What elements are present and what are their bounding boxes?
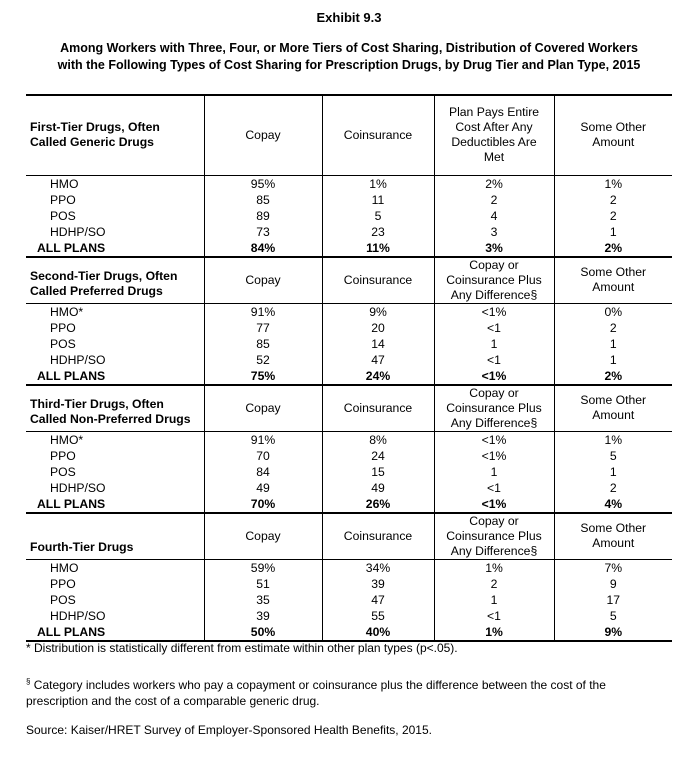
col-header-copay-or-coinsurance-line: Any Difference§ (450, 415, 538, 430)
coinsurance-cell: 15 (322, 464, 434, 480)
other-amount-cell: 1 (554, 352, 672, 368)
section-title (26, 513, 204, 560)
table-row (26, 175, 672, 192)
plan-cell: ALL PLANS (26, 624, 204, 641)
third-col-cell: 1 (434, 336, 554, 352)
plan-cell: HDHP/SO (50, 224, 106, 239)
coinsurance-cell: 47 (322, 592, 434, 608)
col-header-other (554, 95, 672, 175)
other-amount-cell: 9 (554, 576, 672, 592)
third-col-cell: <1% (434, 496, 554, 513)
col-header-copay-or-coinsurance-line: Any Difference§ (450, 543, 538, 558)
col-header-copay-or-coinsurance (434, 513, 554, 560)
third-col-cell: <1% (434, 368, 554, 385)
col-header-other-line: Some Other (580, 393, 647, 407)
coinsurance-cell: 14 (322, 336, 434, 352)
third-col-cell: 1% (434, 624, 554, 641)
col-header-other-line: Amount (592, 280, 635, 294)
table-row (26, 208, 672, 224)
col-header-other-line: Amount (592, 536, 635, 550)
table-row (26, 464, 672, 480)
section-title (26, 257, 204, 304)
coinsurance-cell: 40% (322, 624, 434, 641)
plan-cell: HDHP/SO (50, 608, 106, 623)
third-col-cell: 2% (434, 175, 554, 192)
third-col-cell: <1 (434, 352, 554, 368)
section-title-line-2: Called Preferred Drugs (30, 283, 163, 298)
table-row (26, 320, 672, 336)
coinsurance-cell: 5 (322, 208, 434, 224)
plan-cell: POS (50, 592, 76, 607)
coinsurance-cell: 1% (322, 175, 434, 192)
coinsurance-cell: 24% (322, 368, 434, 385)
col-header-copay-or-coinsurance-line: Copay or (469, 513, 519, 528)
footnote-section (26, 674, 666, 709)
coinsurance-cell: 49 (322, 480, 434, 496)
plan-cell: ALL PLANS (26, 368, 204, 385)
col-header-plan-pays-line: Deductibles Are (451, 135, 537, 150)
copay-cell: 35 (204, 592, 322, 608)
copay-cell: 51 (204, 576, 322, 592)
section-header-row (26, 257, 672, 304)
table-row (26, 303, 672, 320)
section-title (26, 95, 204, 175)
footnote-section-line-2: prescription and the cost of a comparable generic drug. (26, 694, 320, 708)
third-col-cell: 3 (434, 224, 554, 240)
third-col-cell: 3% (434, 240, 554, 257)
other-amount-cell: 1% (554, 175, 672, 192)
copay-cell: 84% (204, 240, 322, 257)
col-header-plan-pays-line: Cost After Any (455, 120, 533, 135)
col-header-coinsurance: Coinsurance (322, 513, 434, 560)
coinsurance-cell: 47 (322, 352, 434, 368)
col-header-copay: Copay (204, 95, 322, 175)
table-row (26, 336, 672, 352)
table-row (26, 576, 672, 592)
section-title-line-2: Called Non-Preferred Drugs (30, 411, 191, 426)
exhibit-label: Exhibit 9.3 (316, 10, 382, 25)
table-row (26, 224, 672, 240)
col-header-plan-pays-line: Plan Pays Entire (448, 105, 540, 120)
table-row (26, 448, 672, 464)
plan-cell: POS (50, 336, 76, 351)
other-amount-cell: 7% (554, 559, 672, 576)
col-header-copay-or-coinsurance-line: Any Difference§ (450, 287, 538, 302)
col-header-copay-or-coinsurance-line: Coinsurance Plus (446, 272, 542, 287)
copay-cell: 50% (204, 624, 322, 641)
section-title-line-1: Fourth-Tier Drugs (30, 539, 134, 554)
col-header-copay-or-coinsurance (434, 257, 554, 304)
table-row (26, 480, 672, 496)
coinsurance-cell: 9% (322, 303, 434, 320)
other-amount-cell: 2% (554, 240, 672, 257)
section-title (26, 385, 204, 432)
section-mark: § (26, 677, 31, 686)
third-col-cell: 1% (434, 559, 554, 576)
third-col-cell: <1% (434, 303, 554, 320)
copay-cell: 73 (204, 224, 322, 240)
third-col-cell: <1 (434, 320, 554, 336)
col-header-copay: Copay (204, 257, 322, 304)
copay-cell: 70% (204, 496, 322, 513)
copay-cell: 89 (204, 208, 322, 224)
col-header-other (554, 513, 672, 560)
col-header-copay-or-coinsurance-line: Coinsurance Plus (446, 400, 542, 415)
col-header-other-line: Some Other (580, 521, 647, 535)
col-header-other-line: Amount (592, 408, 635, 422)
col-header-other-line: Amount (592, 135, 635, 150)
col-header-coinsurance: Coinsurance (322, 257, 434, 304)
col-header-other-line: Some Other (580, 120, 647, 135)
third-col-cell: <1 (434, 608, 554, 624)
all-plans-row (26, 624, 672, 641)
col-header-copay: Copay (204, 513, 322, 560)
third-col-cell: 1 (434, 464, 554, 480)
exhibit-title (22, 40, 676, 74)
col-header-plan-pays-line: Met (483, 150, 505, 165)
other-amount-cell: 2 (554, 208, 672, 224)
other-amount-cell: 2% (554, 368, 672, 385)
other-amount-cell: 2 (554, 192, 672, 208)
section-title-line-2: Called Generic Drugs (30, 135, 154, 150)
other-amount-cell: 5 (554, 448, 672, 464)
other-amount-cell: 2 (554, 320, 672, 336)
table-row (26, 608, 672, 624)
third-col-cell: 4 (434, 208, 554, 224)
plan-cell: HMO* (50, 304, 84, 319)
table-row (26, 592, 672, 608)
plan-cell: PPO (50, 320, 76, 335)
other-amount-cell: 1 (554, 224, 672, 240)
other-amount-cell: 9% (554, 624, 672, 641)
plan-cell: POS (50, 208, 76, 223)
section-header-row (26, 513, 672, 560)
col-header-copay-or-coinsurance-line: Copay or (469, 257, 519, 272)
plan-cell: ALL PLANS (26, 496, 204, 513)
other-amount-cell: 1 (554, 336, 672, 352)
all-plans-row (26, 240, 672, 257)
table-row (26, 192, 672, 208)
plan-cell: HDHP/SO (50, 480, 106, 495)
plan-cell: POS (50, 464, 76, 479)
coinsurance-cell: 20 (322, 320, 434, 336)
coinsurance-cell: 34% (322, 559, 434, 576)
coinsurance-cell: 26% (322, 496, 434, 513)
col-header-copay: Copay (204, 385, 322, 432)
copay-cell: 75% (204, 368, 322, 385)
col-header-coinsurance: Coinsurance (322, 95, 434, 175)
copay-cell: 91% (204, 431, 322, 448)
plan-cell: PPO (50, 192, 76, 207)
third-col-cell: <1% (434, 431, 554, 448)
other-amount-cell: 5 (554, 608, 672, 624)
other-amount-cell: 1 (554, 464, 672, 480)
section-title-line-1: First-Tier Drugs, Often (30, 120, 160, 135)
other-amount-cell: 4% (554, 496, 672, 513)
col-header-other (554, 257, 672, 304)
col-header-coinsurance: Coinsurance (322, 385, 434, 432)
copay-cell: 91% (204, 303, 322, 320)
col-header-copay-or-coinsurance-line: Copay or (469, 385, 519, 400)
plan-cell: PPO (50, 448, 76, 463)
source-note: Source: Kaiser/HRET Survey of Employer-Sponsored Health Benefits, 2015. (26, 723, 432, 737)
copay-cell: 84 (204, 464, 322, 480)
all-plans-row (26, 368, 672, 385)
plan-cell: PPO (50, 576, 76, 591)
section-header-row (26, 385, 672, 432)
coinsurance-cell: 23 (322, 224, 434, 240)
other-amount-cell: 0% (554, 303, 672, 320)
section-title-line-1: Second-Tier Drugs, Often (30, 268, 178, 283)
plan-cell: HMO (50, 176, 79, 191)
coinsurance-cell: 11% (322, 240, 434, 257)
copay-cell: 49 (204, 480, 322, 496)
third-col-cell: 2 (434, 576, 554, 592)
other-amount-cell: 17 (554, 592, 672, 608)
col-header-copay-or-coinsurance (434, 385, 554, 432)
cost-sharing-table (26, 94, 672, 642)
footnote-section-line-1 (26, 674, 666, 693)
plan-cell: ALL PLANS (26, 240, 204, 257)
copay-cell: 85 (204, 192, 322, 208)
third-col-cell: <1 (434, 480, 554, 496)
all-plans-row (26, 496, 672, 513)
coinsurance-cell: 55 (322, 608, 434, 624)
copay-cell: 39 (204, 608, 322, 624)
table-row (26, 431, 672, 448)
title-line-1: Among Workers with Three, Four, or More Tiers of Cost Sharing, Distribution of Covered Workers (60, 41, 638, 55)
footnote-section-text-1: Category includes workers who pay a copayment or coinsurance plus the difference between the cost of the (33, 678, 606, 692)
plan-cell: HDHP/SO (50, 352, 106, 367)
plan-cell: HMO (50, 560, 79, 575)
section-header-row (26, 95, 672, 175)
col-header-other (554, 385, 672, 432)
third-col-cell: 1 (434, 592, 554, 608)
copay-cell: 59% (204, 559, 322, 576)
third-col-cell: 2 (434, 192, 554, 208)
title-line-2: with the Following Types of Cost Sharing for Prescription Drugs, by Drug Tier and Plan Type, 2015 (57, 58, 641, 72)
copay-cell: 70 (204, 448, 322, 464)
other-amount-cell: 1% (554, 431, 672, 448)
col-header-copay-or-coinsurance-line: Coinsurance Plus (446, 528, 542, 543)
section-title-line-1: Third-Tier Drugs, Often (30, 396, 164, 411)
footnote-asterisk: * Distribution is statistically different from estimate within other plan types (p<.05). (26, 641, 458, 655)
copay-cell: 77 (204, 320, 322, 336)
plan-cell: HMO* (50, 432, 84, 447)
coinsurance-cell: 24 (322, 448, 434, 464)
coinsurance-cell: 39 (322, 576, 434, 592)
third-col-cell: <1% (434, 448, 554, 464)
table-row (26, 352, 672, 368)
coinsurance-cell: 11 (322, 192, 434, 208)
copay-cell: 52 (204, 352, 322, 368)
table-row (26, 559, 672, 576)
col-header-other-line: Some Other (580, 265, 647, 279)
copay-cell: 95% (204, 175, 322, 192)
copay-cell: 85 (204, 336, 322, 352)
other-amount-cell: 2 (554, 480, 672, 496)
col-header-plan-pays (434, 95, 554, 175)
coinsurance-cell: 8% (322, 431, 434, 448)
